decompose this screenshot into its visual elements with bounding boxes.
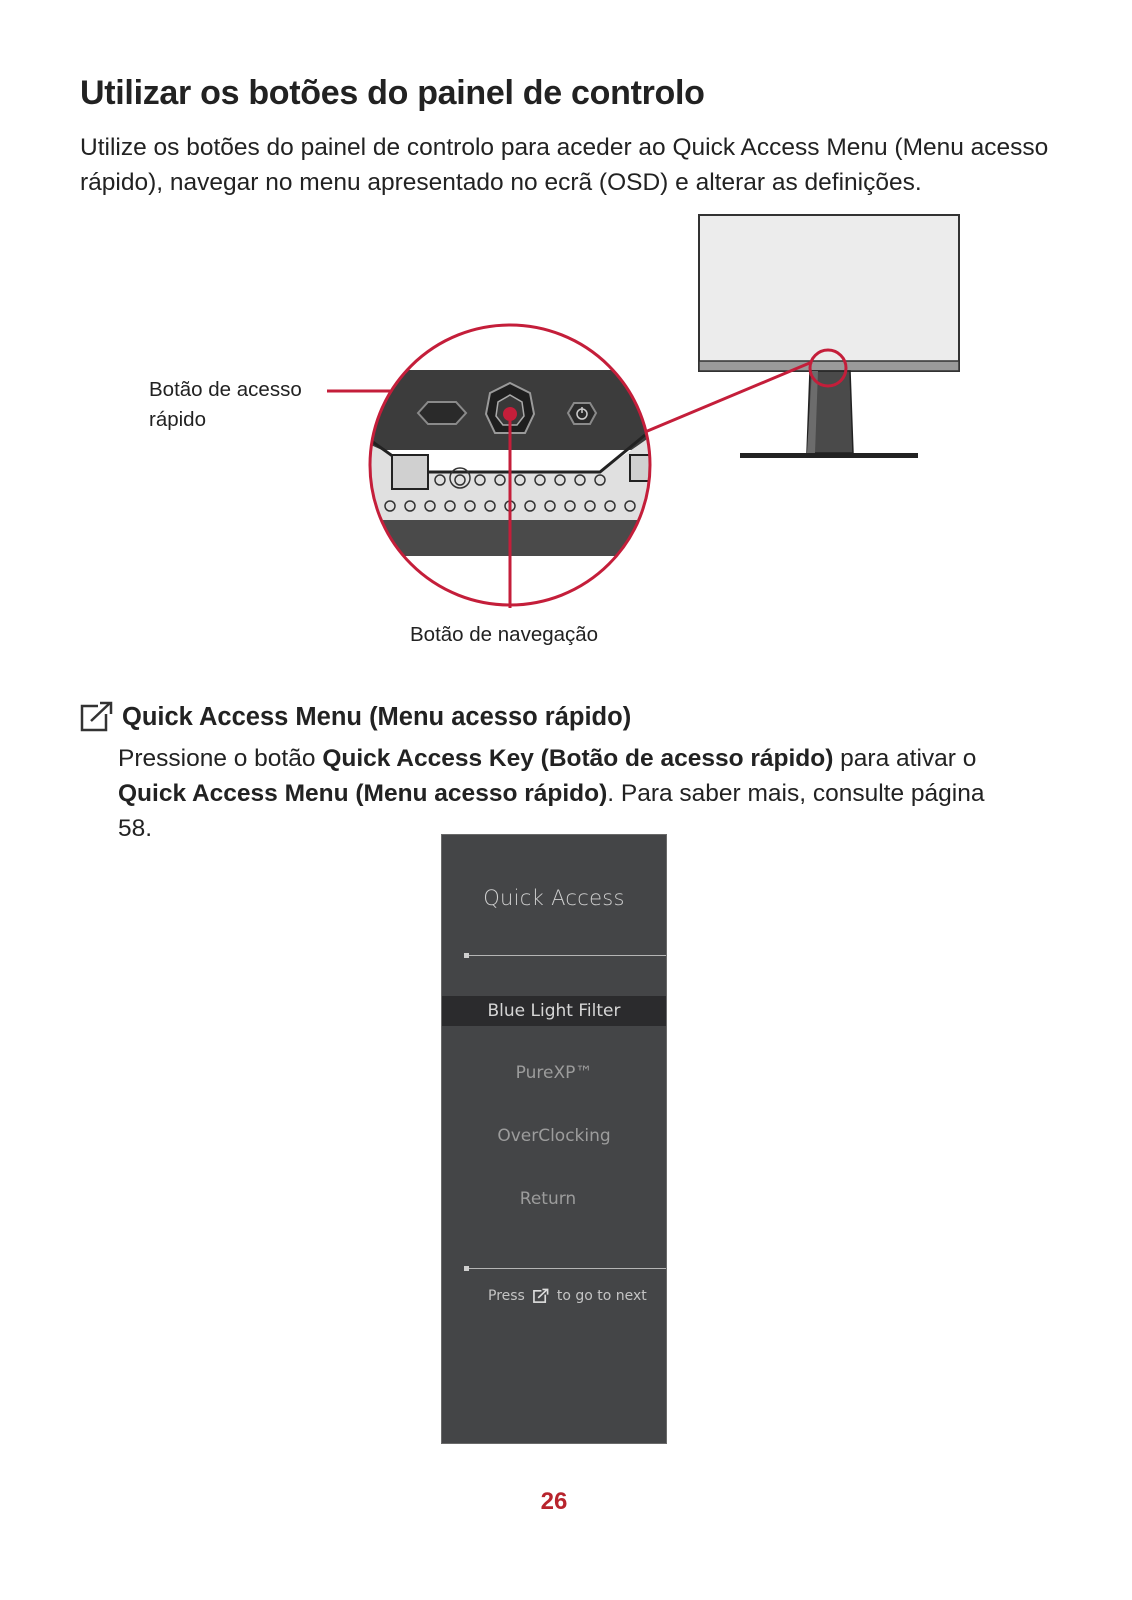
page-number: 26	[540, 1488, 568, 1515]
monitor-illustration	[699, 215, 959, 458]
quick-access-key-label: Botão de acesso rápido	[149, 378, 302, 431]
osd-title: Quick Access	[483, 886, 625, 910]
osd-item-blue-light-filter[interactable]: Blue Light Filter	[442, 996, 666, 1026]
osd-item-overclocking[interactable]: OverClocking	[497, 1126, 611, 1146]
intro-paragraph: Utilize os botões do painel de controlo para aceder ao Quick Access Menu (Menu acesso rápido), navegar no menu apresentado no ecrã (OSD) e alterar as definições.	[80, 134, 1049, 196]
external-link-icon	[80, 700, 114, 734]
section-title: Quick Access Menu (Menu acesso rápido)	[122, 702, 632, 731]
power-button-shape	[568, 403, 596, 424]
section-heading	[80, 697, 631, 737]
osd-item-return[interactable]: Return	[519, 1189, 577, 1209]
page-title: Utilizar os botões do painel de controlo	[80, 74, 705, 112]
external-link-icon	[533, 1288, 549, 1304]
osd-hint: Press to go to next	[488, 1288, 647, 1304]
section-paragraph: Pressione o botão Quick Access Key (Botão de acesso rápido) para ativar o Quick Access Menu (Menu acesso rápido). Para saber mais, consulte página 58.	[118, 745, 985, 842]
quick-access-button-shape	[418, 402, 466, 424]
osd-separator	[464, 1268, 666, 1269]
osd-separator	[464, 955, 666, 956]
quick-access-osd	[441, 834, 667, 1444]
navigation-button-label: Botão de navegação	[410, 623, 599, 646]
osd-item-purexp[interactable]: PureXP™	[515, 1063, 593, 1083]
